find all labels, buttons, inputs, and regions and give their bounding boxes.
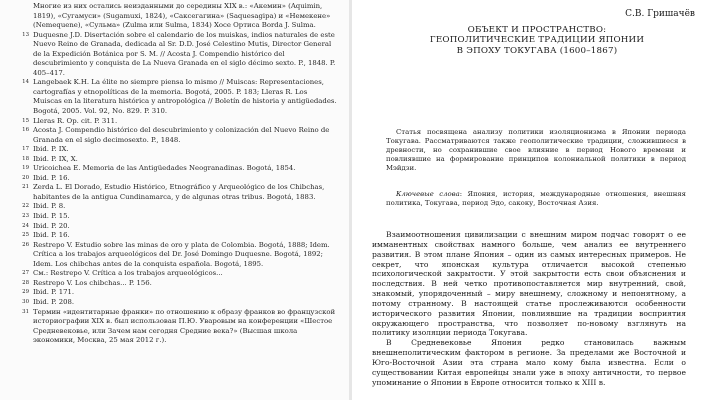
footnote	[5, 2, 338, 31]
footnote	[5, 155, 338, 165]
footnote-text: Cм.: Restrepo V. Crítica a los trabajos arqueológicos...	[33, 269, 223, 278]
footnote-text: Ibid. P. 20.	[33, 221, 70, 230]
footnote-text: Ibid. P. 15.	[33, 212, 70, 221]
footnote	[5, 78, 338, 116]
footnote-number: 21	[22, 184, 29, 191]
footnote-text: Zerda L. El Dorado, Estudio Histórico, Etnográfico y Arqueológico de los Chibchas, habitantes de la antigua Cundinamarca, y de algunas otras tribus. Bogotá, 1883.	[33, 183, 325, 201]
footnote-text: Ibid. P. 16.	[33, 173, 70, 182]
footnote-number: 18	[22, 155, 29, 162]
author-name: С.В. Гришачёв	[625, 9, 695, 19]
footnote-number: 29	[22, 289, 29, 296]
footnotes	[5, 2, 338, 346]
footnote	[5, 222, 338, 232]
footnote-text: Многие из них остались неизданными до середины XIX в.: «Акемин» (Aquimin, 1819), «Сугамуси» (Sugamuxi, 1824), «Саксегагина» (Saquesagipa) и «Немекене» (Nemequene), «Сульма» (Zulma или Sulma, 1834) Хосе Ортиса Borda J. Sulma.	[33, 2, 331, 30]
footnote	[5, 183, 338, 202]
title-line: ГЕОПОЛИТИЧЕСКИЕ ТРАДИЦИИ ЯПОНИИ	[429, 35, 645, 46]
footnote	[5, 241, 338, 270]
footnote	[5, 174, 338, 184]
footnote-number: 31	[22, 308, 29, 315]
footnote-text: Ibid. P. 208.	[33, 297, 75, 306]
footnote-text: Uricoichea E. Memoria de las Antigüedades Neogranadinas. Bogotá, 1854.	[33, 164, 296, 173]
footnote-number: 23	[22, 213, 29, 220]
footnote	[5, 126, 338, 145]
footnote-text: Ibid. P. 8.	[33, 202, 66, 211]
footnote-number: 22	[22, 203, 29, 210]
keywords-text: : Япония, история, международные отношения, внешняя политика, Токугава, период Эдо, сакоку, Восточная Азия.	[386, 190, 686, 207]
footnote-number: 19	[22, 165, 29, 172]
footnote-text: Lleras R. Op. cit. P. 311.	[33, 116, 118, 125]
footnote-number: 13	[22, 31, 29, 38]
footnote-number: 14	[22, 79, 29, 86]
title-line: ОБЪЕКТ И ПРОСТРАНСТВО:	[467, 25, 607, 35]
footnote-text: Ibid. P. IX, X.	[33, 154, 78, 163]
footnote	[5, 269, 338, 279]
footnote	[5, 279, 338, 289]
footnote	[5, 212, 338, 222]
footnote-text: Restrepo V. Estudio sobre las minas de oro y plata de Colombia. Bogotá, 1888; Idem. Crítica a los trabajos arqueológicos del Dr. José Domingo Duquesne. Bogotá, 1892; Idem. Los chibchas antes de la conquista española. Bogotá, 1895.	[33, 240, 330, 268]
footnote-number: 26	[22, 241, 29, 248]
footnote-number: 20	[22, 174, 29, 181]
article-title	[392, 25, 682, 56]
footnote-text: Duquesne J.D. Disertación sobre el calendario de los muiskas, indios naturales de este Nuevo Reino de Granada, dedicada al Sr. D.D. José Celestino Mutis, Director General de la Expedición Botánica por S. M. // Acosta J. Compendio histórico del descubrimiento y conquista de La Nueva Granada en el siglo décimo sexto. P., 1848. P. 405–417.	[33, 30, 336, 77]
footnote-number: 17	[22, 146, 29, 153]
left-page	[0, 0, 349, 400]
keywords-label: Ключевые слова	[396, 190, 460, 198]
footnote-text: Ibid. P. 171.	[33, 288, 75, 297]
footnote	[5, 202, 338, 212]
body-paragraph: Взаимоотношения цивилизации с внешним миром подчас говорят о ее имманентных свойствах намного больше, чем анализ ее внутреннего развития. В этом плане Япония – один из самых интересных примеров. Не секрет, что японская культура отличается высокой степенью психологической закрытости. У этой закрытости есть свои объяснения и последствия. В ней четко противопоставляется мир внутренний, свой, знакомый, упорядоченный – миру внешнему, сложному и непонятному, а потому странному. В настоящей статье прослеживаются особенности исторического развития Японии, повлиявшие на традиции восприятия окружающего пространства, что позволяет по-новому взглянуть на политику изоляции периода Токугава.	[372, 230, 686, 338]
footnote-number: 27	[22, 270, 29, 277]
footnote-number: 15	[22, 117, 29, 124]
footnote-text: Acosta J. Compendio histórico del descubrimiento y colonización del Nuevo Reino de Granada en el siglo decimosexto. P., 1848.	[33, 126, 330, 144]
footnote	[5, 298, 338, 308]
footnote	[5, 117, 338, 127]
footnote	[5, 145, 338, 155]
footnote-number: 24	[22, 222, 29, 229]
keywords	[386, 190, 686, 208]
footnote-number: 16	[22, 127, 29, 134]
abstract: Статья посвящена анализу политики изоляционизма в Японии периода Токугава. Рассматриваются также геополитические традиции, сложившиеся в древности, но сохранившие свое влияние в период Нового времени и повлиявшие на формирование принципов колониальной политики в период Мэйдзи.	[386, 128, 686, 172]
footnote-text: Restrepo V. Los chibchas... P. 156.	[33, 278, 152, 287]
footnote-number	[5, 2, 33, 31]
footnote	[5, 231, 338, 241]
footnote-number: 25	[22, 232, 29, 239]
footnote-text: Ibid. P. IX.	[33, 145, 69, 154]
footnote	[5, 164, 338, 174]
footnote	[5, 308, 338, 346]
footnote-text: Термин «идентитарные франки» по отношению к образу франков во французской историографии XIX в. был использован П.Ю. Уваровым на конференции «Шестое Средневековье, или Зачем нам сегодня Средние века?» (Высшая школа экономики, Москва, 25 мая 2012 г.).	[33, 307, 336, 345]
footnote-number: 30	[22, 298, 29, 305]
footnote-text: Ibid. P. 16.	[33, 231, 70, 240]
footnote	[5, 31, 338, 79]
footnote-number: 28	[22, 279, 29, 286]
right-page	[352, 0, 709, 400]
body-paragraph: В Средневековье Япония редко становилась важным внешнеполитическим фактором в регионе. За пределами же Восточной и Юго-Восточной Азии эта страна мало кому была известна. Если о существовании Китая европейцы знали уже в эпоху античности, то первое упоминание о Японии в Европе относится только к XIII в.	[372, 338, 686, 387]
footnote	[5, 288, 338, 298]
footnote-text: Langebaek K.H. La élite no siempre piensa lo mismo // Muiscas: Representaciones, cartografías y etnopolíticas de la memoria. Bogotá, 2005. P. 183; Lleras R. Los Muiscas en la literatura histórica y antropológica // Boletín de historia y antigüedades. Bogotá, 2005. Vol. 92, No. 829. P. 310.	[33, 78, 337, 116]
article-body	[372, 230, 686, 388]
title-line: В ЭПОХУ ТОКУГАВА (1600–1867)	[456, 45, 618, 56]
